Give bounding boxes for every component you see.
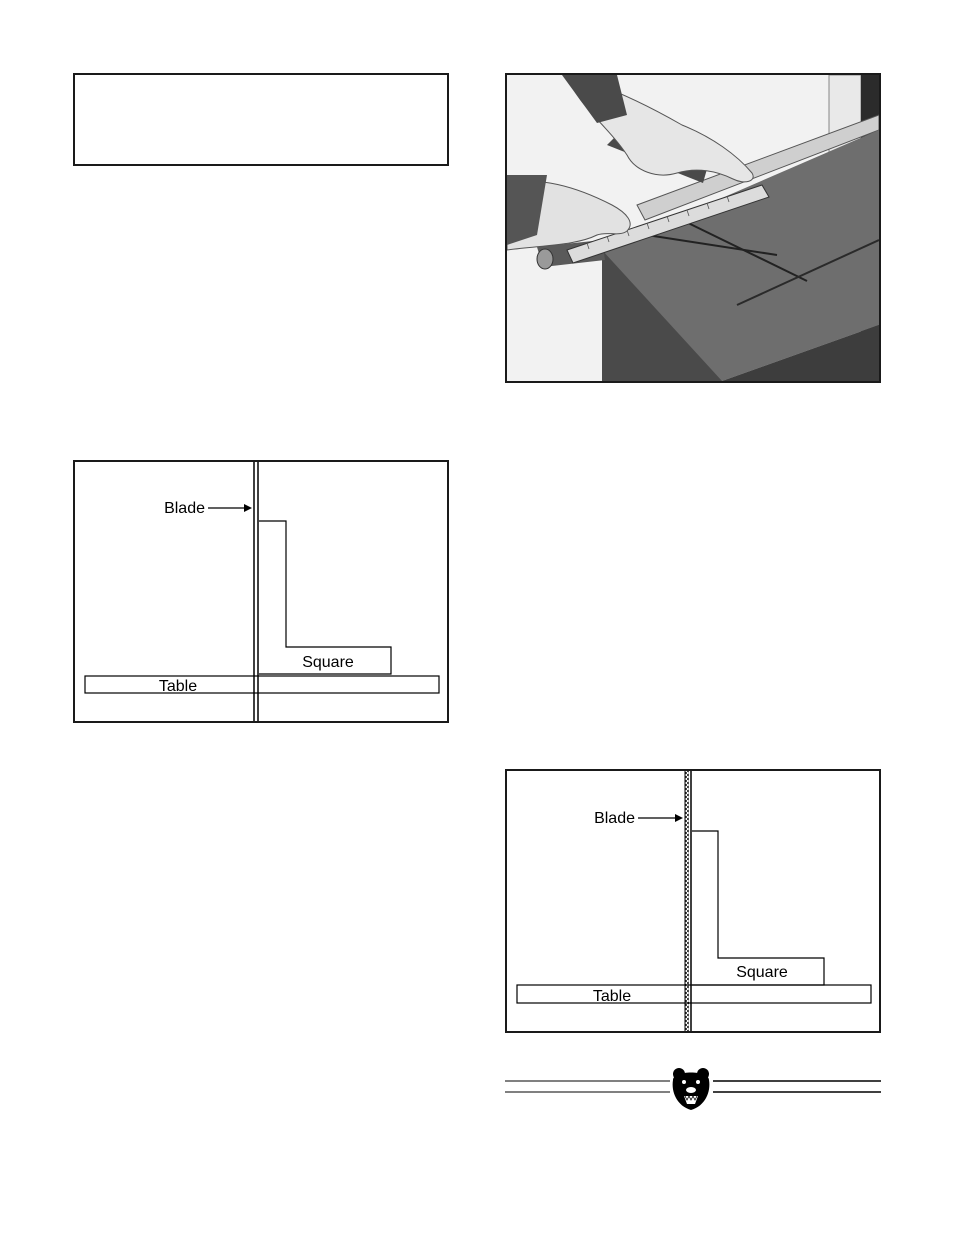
bear-head-logo-icon xyxy=(673,1068,710,1110)
figure-1-diagram xyxy=(75,462,447,721)
figure-blade-square-straight xyxy=(73,460,449,723)
arrow-head-icon xyxy=(244,504,252,512)
blade-label: Blade xyxy=(594,810,635,827)
table-label: Table xyxy=(158,678,198,695)
notice-box xyxy=(73,73,449,166)
figure-blade-square-toothed xyxy=(505,769,881,1033)
table-shape xyxy=(85,676,439,693)
square-shape xyxy=(692,831,824,985)
square-label: Square xyxy=(736,964,788,981)
blade-label: Blade xyxy=(164,500,205,517)
arrow-head-icon xyxy=(675,814,683,822)
photo-illustration xyxy=(507,75,879,381)
table-shape xyxy=(517,985,871,1003)
blade-teeth xyxy=(685,771,689,1031)
square-label: Square xyxy=(302,654,354,671)
figure-2-diagram xyxy=(507,771,879,1031)
bandsaw-table-photo xyxy=(505,73,881,383)
table-label: Table xyxy=(592,988,632,1005)
square-shape xyxy=(259,521,391,674)
footer-rule xyxy=(505,1066,881,1112)
page-footer xyxy=(505,1066,881,1112)
